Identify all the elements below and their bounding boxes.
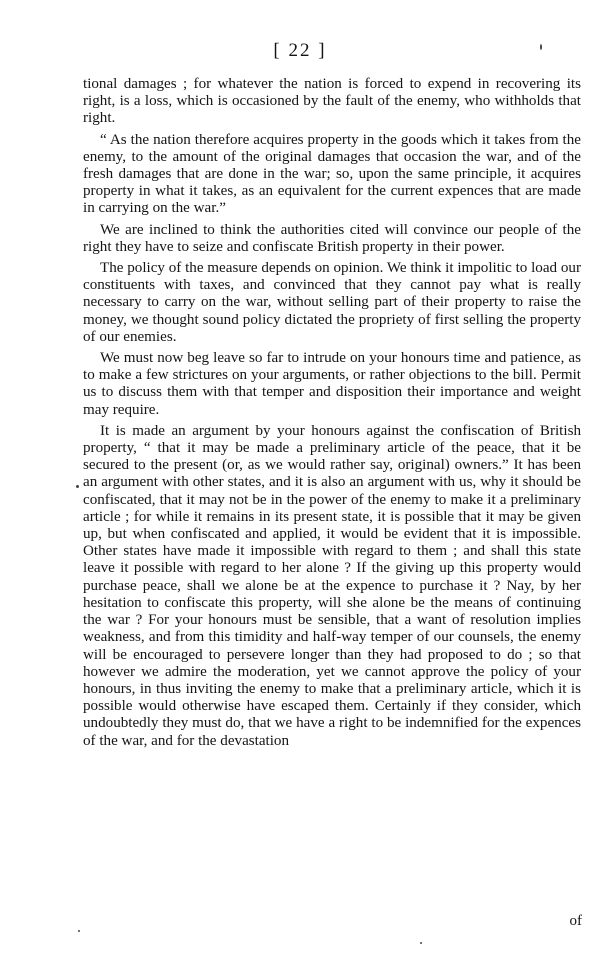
catchword: of xyxy=(569,913,582,929)
paragraph: We must now beg leave so far to intrude on your honours time and patience, as to make a few strictures on your arguments, or rather objections to the bill. Permit us to discuss them with that temper and disposition their importance and weight may require. xyxy=(83,350,581,418)
body-text xyxy=(83,76,581,754)
print-speck xyxy=(420,942,422,944)
paragraph: It is made an argument by your honours against the confiscation of British property, “ that it may be made a preliminary article of the peace, that it be secured to the present (or, as we would rather say, original) owners.” It has been an argument with other states, and it is also an argument with us, why it should be confiscated, that it may not be in the power of the enemy to make it a preliminary article ; for while it remains in its present state, it is possible that it may be given up, but when confiscated and applied, it would be evident that it is impossible. Other states have made it impossible with regard to them ; and shall this state leave it possible with regard to her alone ? If the giving up this property would purchase peace, shall we alone be at the expence to purchase it ? Nay, by her hesitation to confiscate this property, will she alone be the means of continuing the war ? For your honours must be sensible, that a want of resolution implies weakness, and from this timidity and half-way temper of our counsels, the enemy will be encouraged to persevere longer than they had proposed to do ; so that however we admire the moderation, yet we cannot approve the policy of your honours, in thus inviting the enemy to make that a preliminary article, which it is possible would otherwise have escaped them. Certainly if they consider, which undoubtedly they must do, that we have a right to be indemnified for the expences of the war, and for the devastation xyxy=(83,422,581,749)
page-number: [ 22 ] xyxy=(273,40,327,61)
paragraph: tional damages ; for whatever the nation is forced to expend in recovering its right, is a loss, which is occasioned by the fault of the enemy, who withholds that right. xyxy=(83,76,581,127)
print-speck xyxy=(540,44,542,50)
print-speck xyxy=(78,930,80,932)
paragraph: “ As the nation therefore acquires property in the goods which it takes from the enemy, to the amount of the original damages that occasion the war, and of the fresh damages that are done in the war; so, upon the same principle, it acquires property in what it takes, as an equivalent for the current expences that are made in carrying on the war.” xyxy=(83,131,581,217)
print-speck xyxy=(76,485,79,488)
paragraph: We are inclined to think the authorities cited will convince our people of the right they have to seize and confiscate British property in their power. xyxy=(83,221,581,255)
paragraph: The policy of the measure depends on opinion. We think it impolitic to load our constituents with taxes, and convinced that they cannot pay what is really necessary to carry on the war, without selling part of their property to raise the money, we thought sound policy dictated the propriety of first selling the property of our enemies. xyxy=(83,260,581,345)
